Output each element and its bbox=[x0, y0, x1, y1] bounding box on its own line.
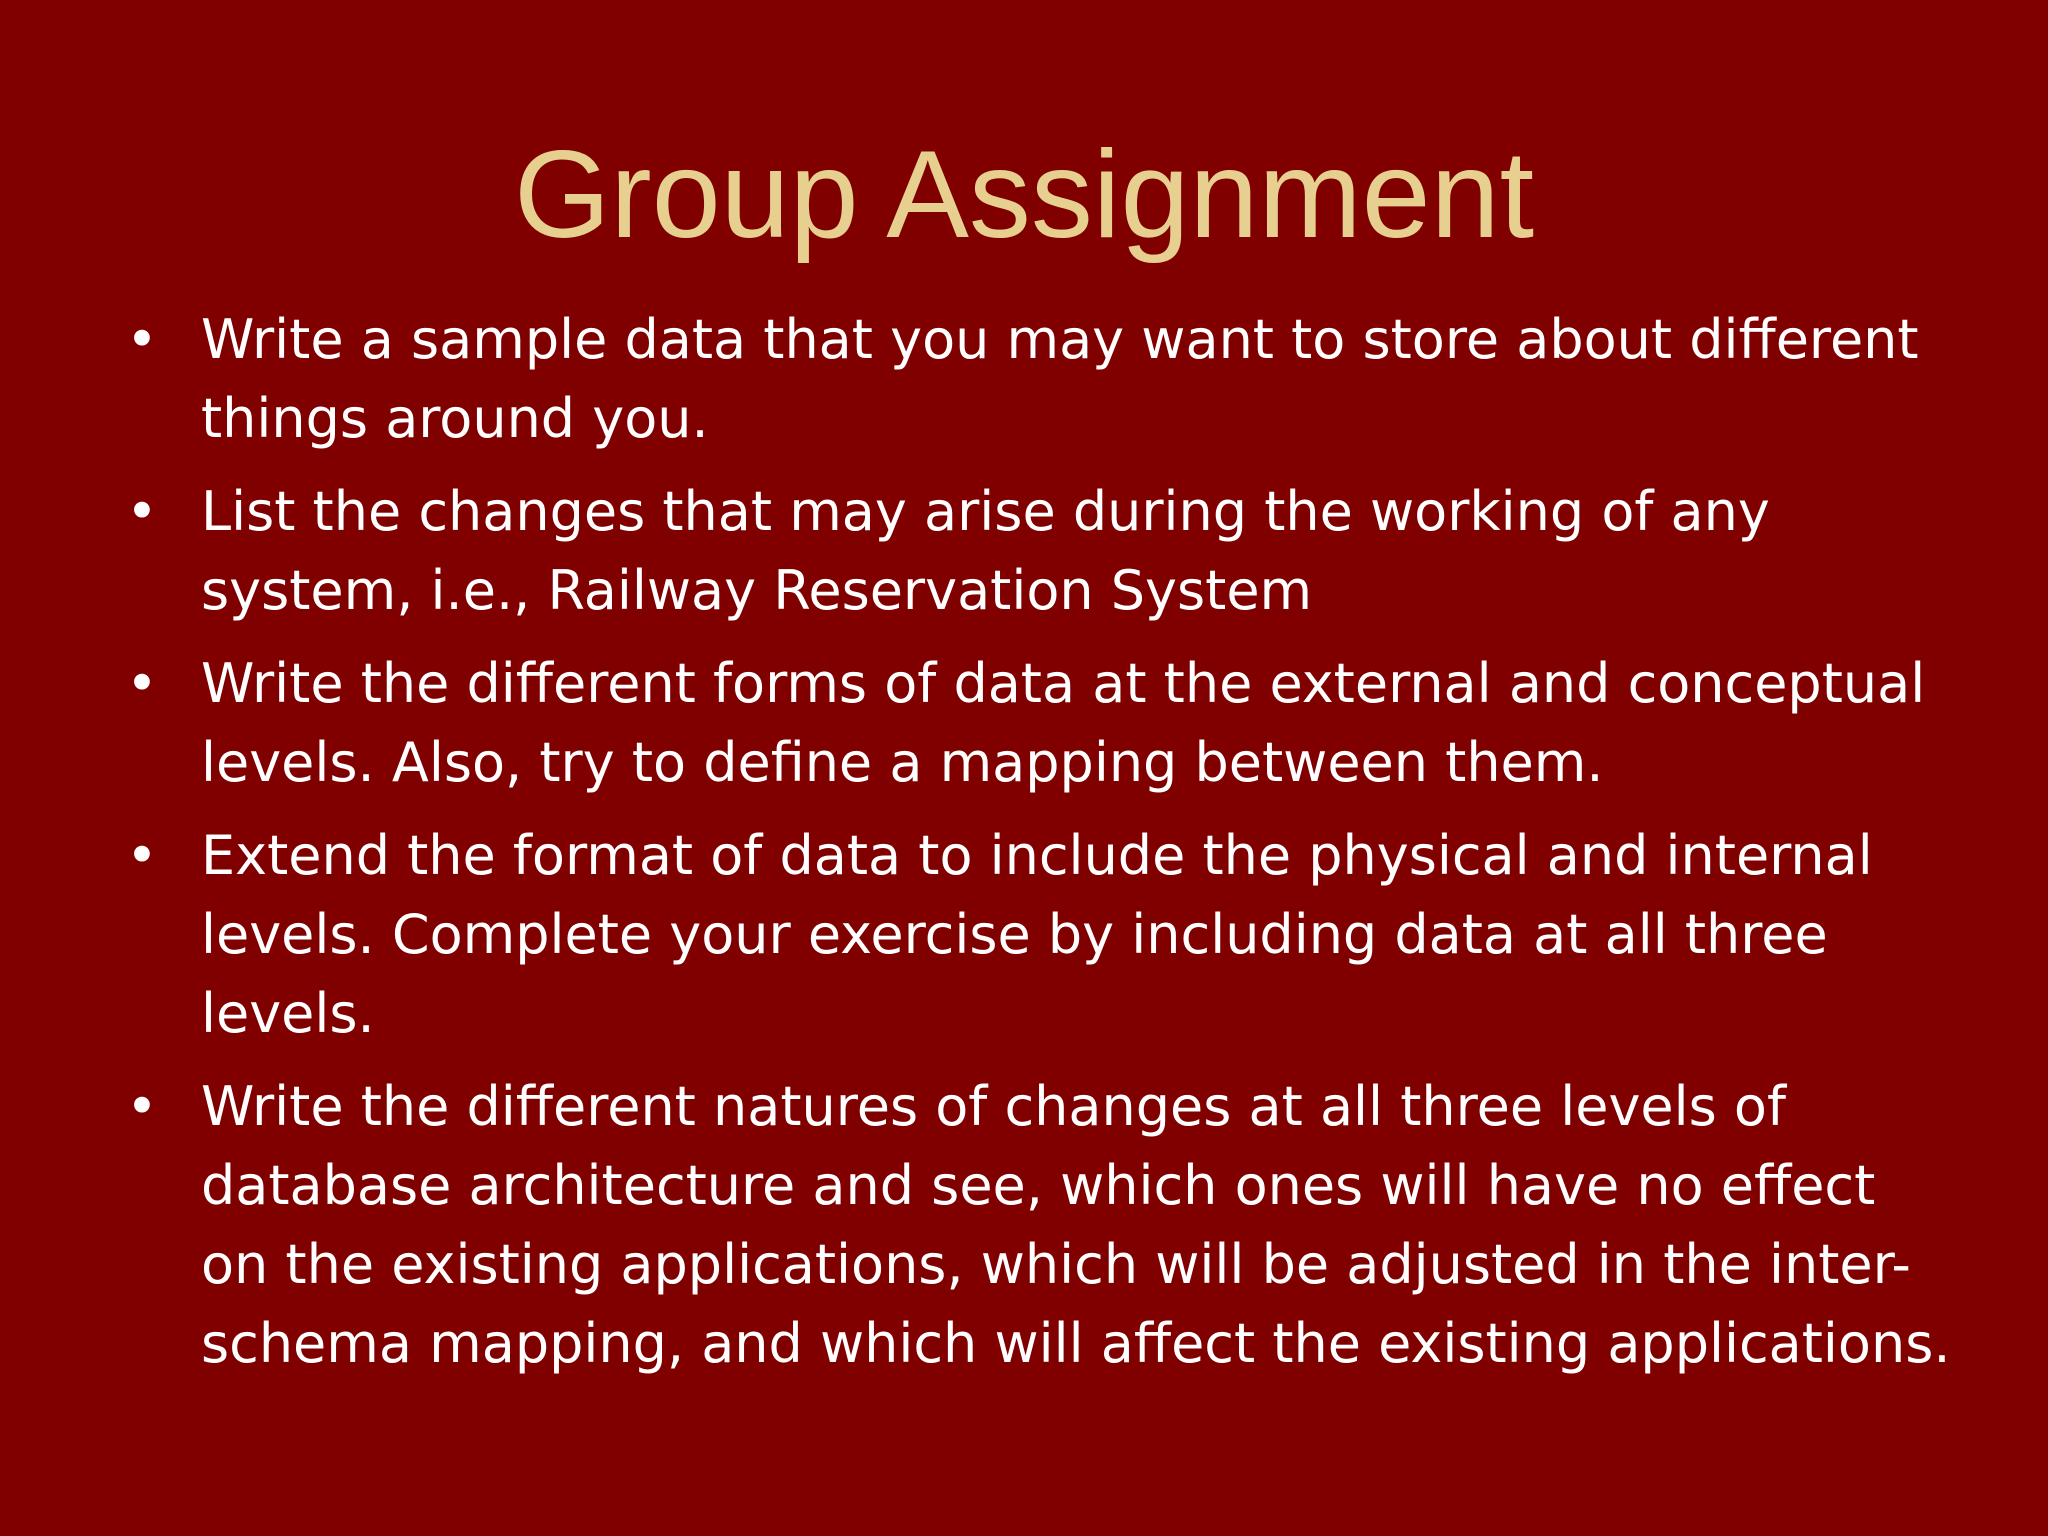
bullet-text: Write the different forms of data at the external and conceptual levels. Also, try to define a mapping between them. bbox=[201, 652, 1926, 794]
bullet-text: Extend the format of data to include the physical and internal levels. Complete your exercise by including data at all three levels. bbox=[201, 824, 1873, 1045]
bullet-icon: • bbox=[126, 652, 158, 715]
bullet-icon: • bbox=[126, 480, 158, 543]
bullet-list bbox=[126, 300, 1956, 1397]
list-item bbox=[126, 300, 1956, 458]
bullet-icon: • bbox=[126, 1075, 158, 1138]
slide-title: Group Assignment bbox=[513, 126, 1535, 264]
bullet-text: List the changes that may arise during the working of any system, i.e., Railway Reservation System bbox=[201, 480, 1770, 622]
list-item bbox=[126, 1067, 1956, 1383]
list-item bbox=[126, 816, 1956, 1053]
list-item bbox=[126, 644, 1956, 802]
bullet-icon: • bbox=[126, 308, 158, 371]
bullet-text: Write a sample data that you may want to store about different things around you. bbox=[201, 308, 1919, 450]
bullet-text: Write the different natures of changes at all three levels of database architecture and see, which ones will have no effect on the existing applications, which will be adjusted in the inter-schema mapping, and which will affect the existing applications. bbox=[201, 1075, 1951, 1375]
bullet-icon: • bbox=[126, 824, 158, 887]
list-item bbox=[126, 472, 1956, 630]
